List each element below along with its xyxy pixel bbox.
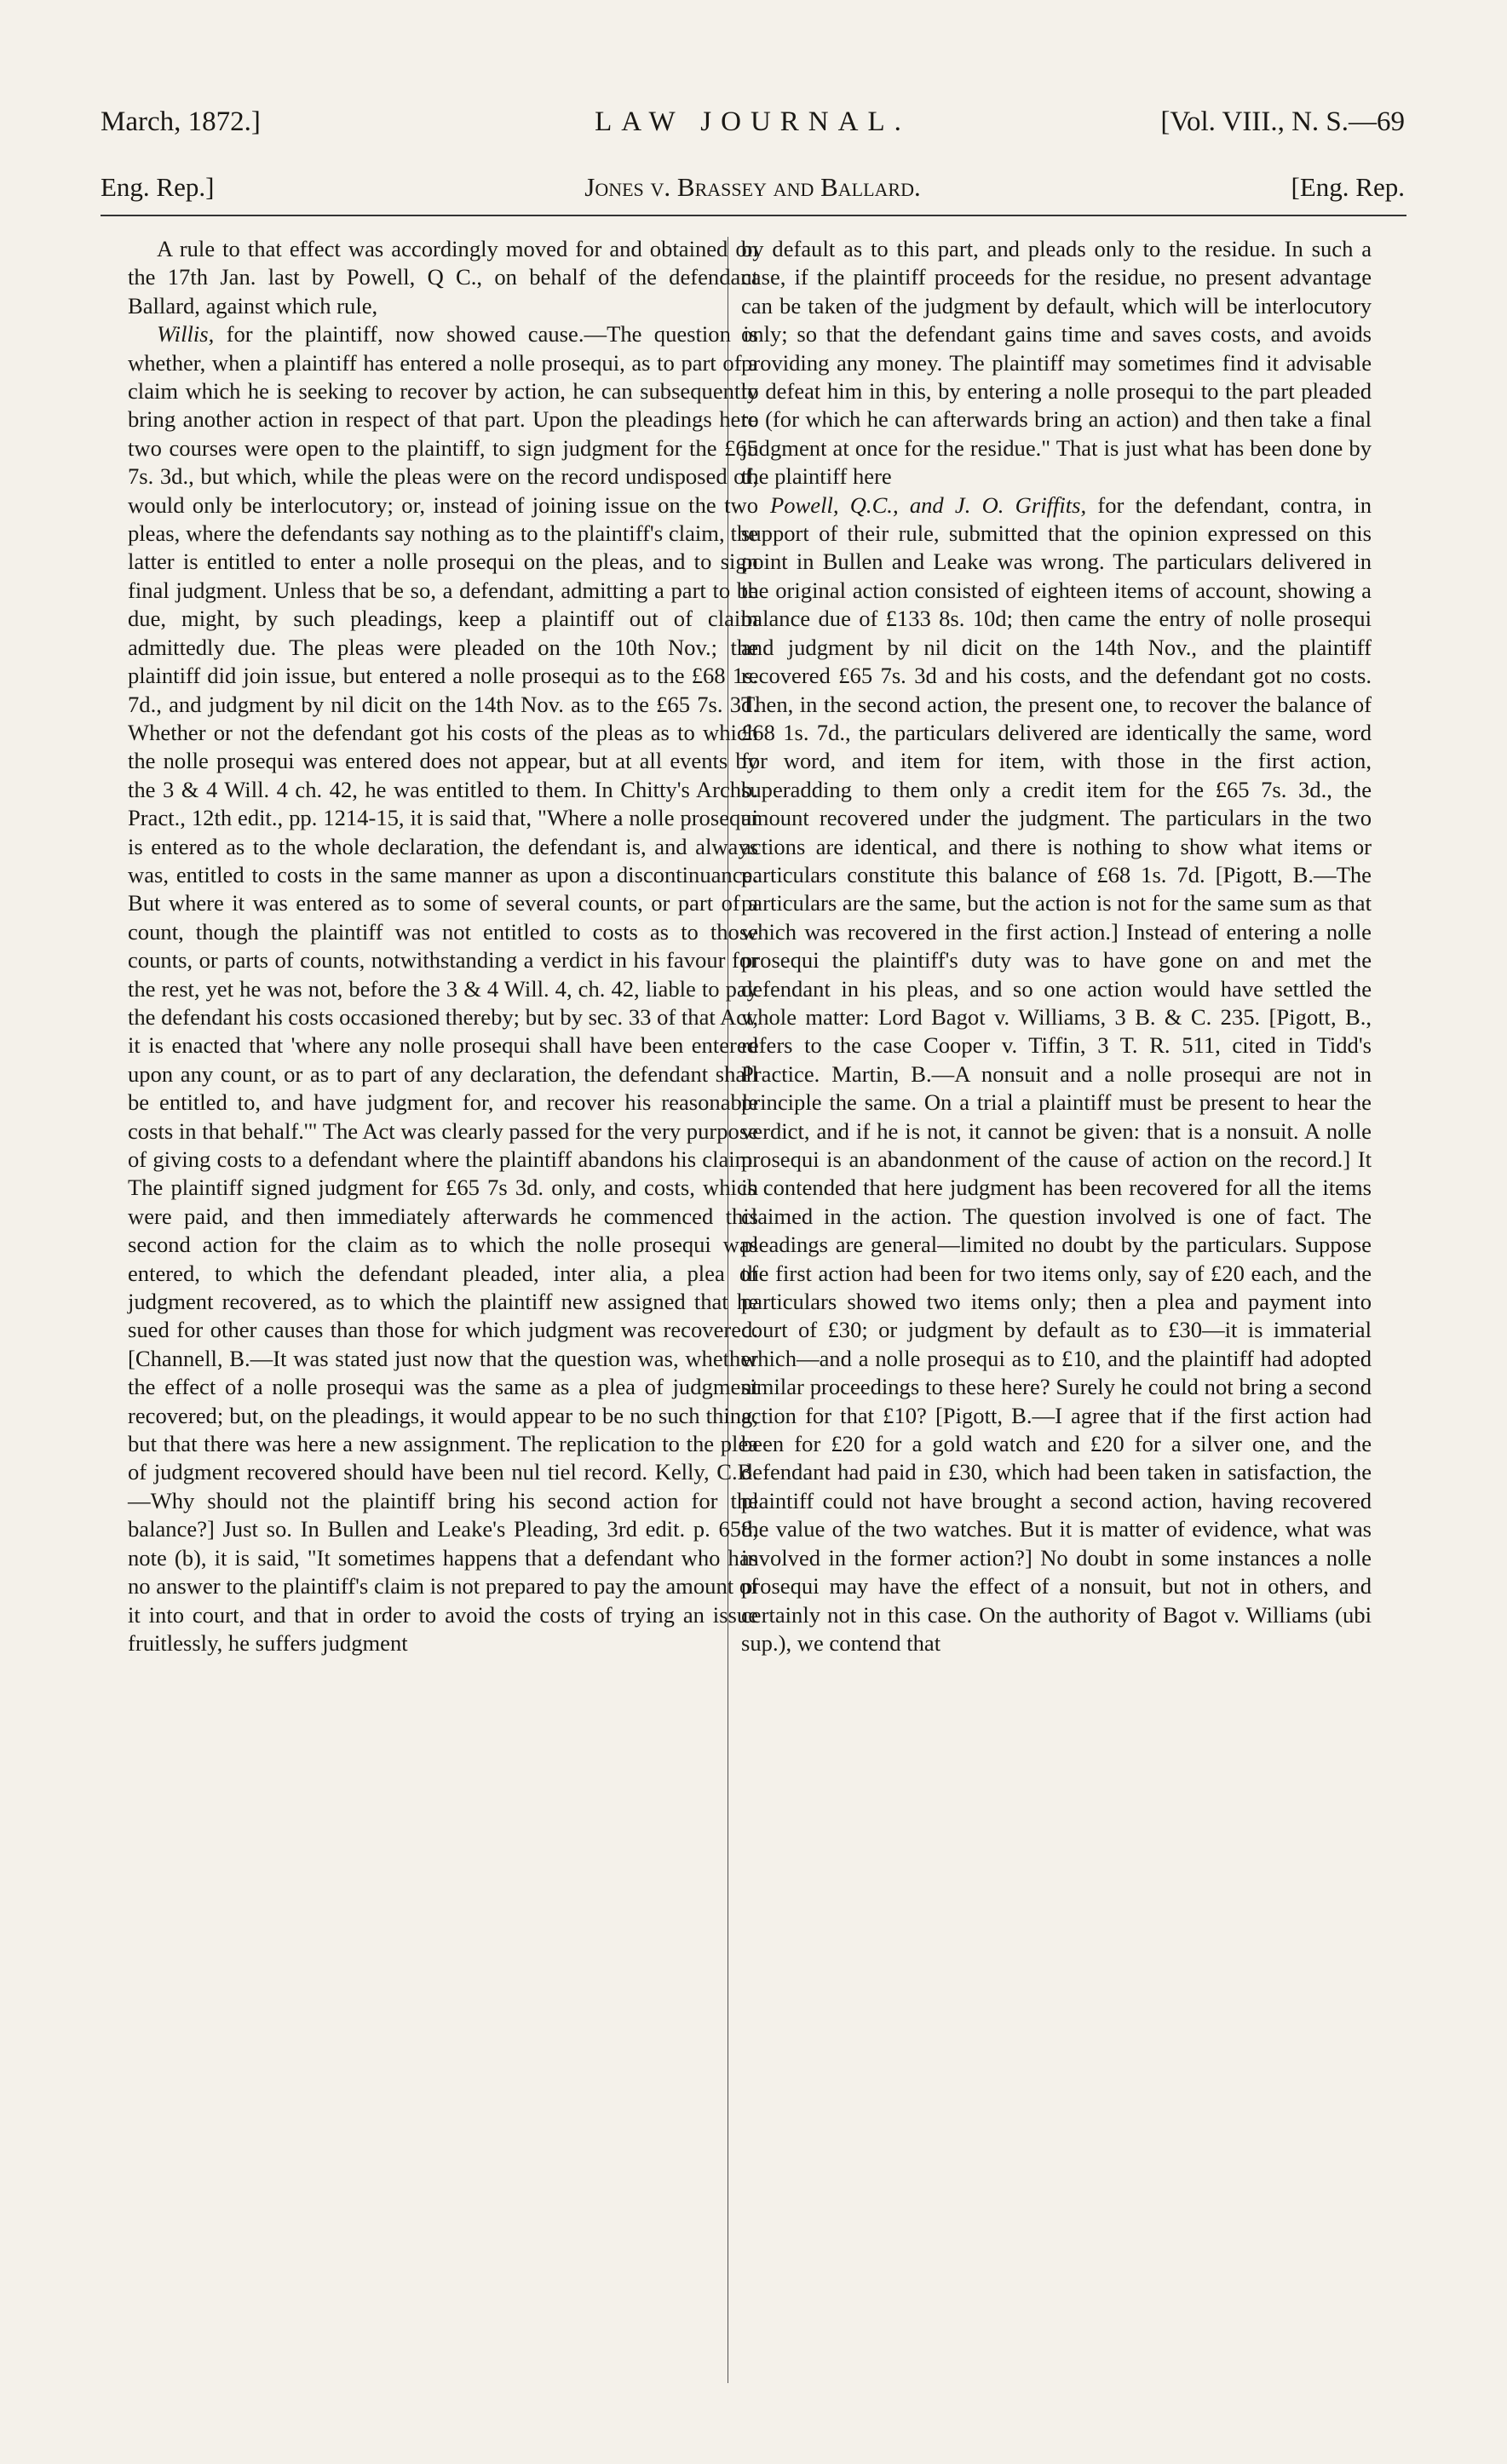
report-label-right: [Eng. Rep.: [1291, 172, 1405, 202]
issue-date: March, 1872.]: [101, 106, 261, 137]
counsel-name: Willis,: [157, 321, 215, 347]
case-title: Jones v. Brassey and Ballard.: [584, 172, 921, 202]
left-column: [128, 235, 758, 1657]
right-paragraph-1: by default as to this part, and pleads only to the residue. In such a case, if the plaintiff proceeds for the residue, no present advantage can be taken of the judgment by default, which will be interlocutory only; so that the defendant gains time and saves costs, and avoids providing any money. The plaintiff may sometimes find it advisable to defeat him in this, by entering a nolle prosequi to the part pleaded to (for which he can afterwards bring an action) and then take a final judgment at once for the residue." That is just what has been done by the plaintiff here: [741, 236, 1372, 490]
left-paragraph-2-text: for the plaintiff, now showed cause.—The question is whether, when a plaintiff has entered a nolle prosequi, as to part of a claim which he is seeking to recover by action, he can subsequently bring another action in respect of that part. Upon the pleadings here two courses were open to the plaintiff, to sign judgment for the £65 7s. 3d., but which, while the pleas were on the record undisposed of, would only be interlocutory; or, instead of joining issue on the two pleas, where the defendants say nothing as to the plaintiff's claim, the latter is entitled to enter a nolle prosequi on the pleas, and to sign final judgment. Unless that be so, a defendant, admitting a part to be due, might, by such pleadings, keep a plaintiff out of claim admittedly due. The pleas were pleaded on the 10th Nov.; the plaintiff did join issue, but entered a nolle prosequi as to the £68 1s. 7d., and judgment by nil dicit on the 14th Nov. as to the £65 7s. 3d. Whether or not the defendant got his costs of the pleas as to which the nolle prosequi was entered does not appear, but at all events by the 3 & 4 Will. 4 ch. 42, he was entitled to them. In Chitty's Archb. Pract., 12th edit., pp. 1214-15, it is said that, "Where a nolle prosequi is entered as to the whole declaration, the defendant is, and always was, entitled to costs in the same manner as upon a discontinuance. But where it was entered as to some of several counts, or part of a count, though the plaintiff was not entitled to costs as to those counts, or parts of counts, notwithstanding a verdict in his favour for the rest, yet he was not, before the 3 & 4 Will. 4, ch. 42, liable to pay the defendant his costs occasioned thereby; but by sec. 33 of that Act, it is enacted that 'where any nolle prosequi shall have been entered upon any count, or as to part of any declaration, the defendant shall be entitled to, and have judgment for, and recover his reasonable costs in that behalf.'" The Act was clearly passed for the very purpose of giving costs to a defendant where the plaintiff abandons his claim. The plaintiff signed judgment for £65 7s 3d. only, and costs, which were paid, and then immediately afterwards he commenced this second action for the claim as to which the nolle prosequi was entered, to which the defendant pleaded, inter alia, a plea of judgment recovered, as to which the plaintiff new assigned that he sued for other causes than those for which judgment was recovered. [Channell, B.—It was stated just now that the question was, whether the effect of a nolle prosequi was the same as a plea of judgment recovered; but, on the pleadings, it would appear to be no such thing, but that there was here a new assignment. The replication to the plea of judgment recovered should have been nul tiel record. Kelly, C.B.—Why should not the plaintiff bring his second action for the balance?] Just so. In Bullen and Leake's Pleading, 3rd edit. p. 658, note (b), it is said, "It sometimes happens that a defendant who has no answer to the plaintiff's claim is not prepared to pay the amount of it into court, and that in order to avoid the costs of trying an issue fruitlessly, he suffers judgment: [128, 321, 758, 1656]
counsel-name: Powell, Q.C., and J. O. Griffits,: [770, 491, 1087, 518]
right-paragraph-2-text: for the defendant, contra, in support of their rule, submitted that the opinion expressed on this point in Bullen and Leake was wrong. The particulars delivered in the original action consisted of eighteen items of account, showing a balance due of £133 8s. 10d; then came the entry of nolle prosequi and judgment by nil dicit on the 14th Nov., and the plaintiff recovered £65 7s. 3d and his costs, and the defendant got no costs. Then, in the second action, the present one, to recover the balance of £68 1s. 7d., the particulars delivered are identically the same, word for word, and item for item, with those in the first action, superadding to them only a credit item for the £65 7s. 3d., the amount recovered under the judgment. The particulars in the two actions are identical, and there is nothing to show what items or particulars constitute this balance of £68 1s. 7d. [Pigott, B.—The particulars are the same, but the action is not for the same sum as that which was recovered in the first action.] Instead of entering a nolle prosequi the plaintiff's duty was to have gone on and met the defendant in his pleas, and so one action would have settled the whole matter: Lord Bagot v. Williams, 3 B. & C. 235. [Pigott, B., refers to the case Cooper v. Tiffin, 3 T. R. 511, cited in Tidd's Practice. Martin, B.—A nonsuit and a nolle prosequi are not in principle the same. On a trial a plaintiff must be present to hear the verdict, and if he is not, it cannot be given: that is a nonsuit. A nolle prosequi is an abandonment of the cause of action on the record.] It is contended that here judgment has been recovered for all the items claimed in the action. The question involved is one of fact. The pleadings are general—limited no doubt by the particulars. Suppose the first action had been for two items only, say of £20 each, and the particulars showed two items only; then a plea and payment into court of £30; or judgment by default as to £30—it is immaterial which—and a nolle prosequi as to £10, and the plaintiff had adopted similar proceedings to these here? Surely he could not bring a second action for that £10? [Pigott, B.—I agree that if the first action had been for £20 for a gold watch and £20 for a silver one, and the defendant had paid in £30, which had been taken in satisfaction, the plaintiff could not have brought a second action, having recovered the value of the two watches. But it is matter of evidence, what was involved in the former action?] No doubt in some instances a nolle prosequi may have the effect of a nonsuit, but not in others, and certainly not in this case. On the authority of Bagot v. Williams (ubi sup.), we contend that: [741, 491, 1372, 1656]
header-rule: [101, 215, 1406, 216]
left-paragraph-1: A rule to that effect was accordingly moved for and obtained on the 17th Jan. last by Powell, Q C., on behalf of the defendant Ballard, against which rule,: [128, 236, 758, 319]
report-label-left: Eng. Rep.]: [101, 172, 215, 202]
right-column: [741, 235, 1372, 1657]
right-paragraph-2: [741, 491, 1372, 1658]
volume-page: [Vol. VIII., N. S.—69: [1160, 106, 1405, 137]
journal-title: LAW JOURNAL.: [595, 106, 911, 137]
masthead: [101, 101, 1405, 143]
left-paragraph-2: [128, 320, 758, 1657]
running-head: [101, 167, 1405, 208]
